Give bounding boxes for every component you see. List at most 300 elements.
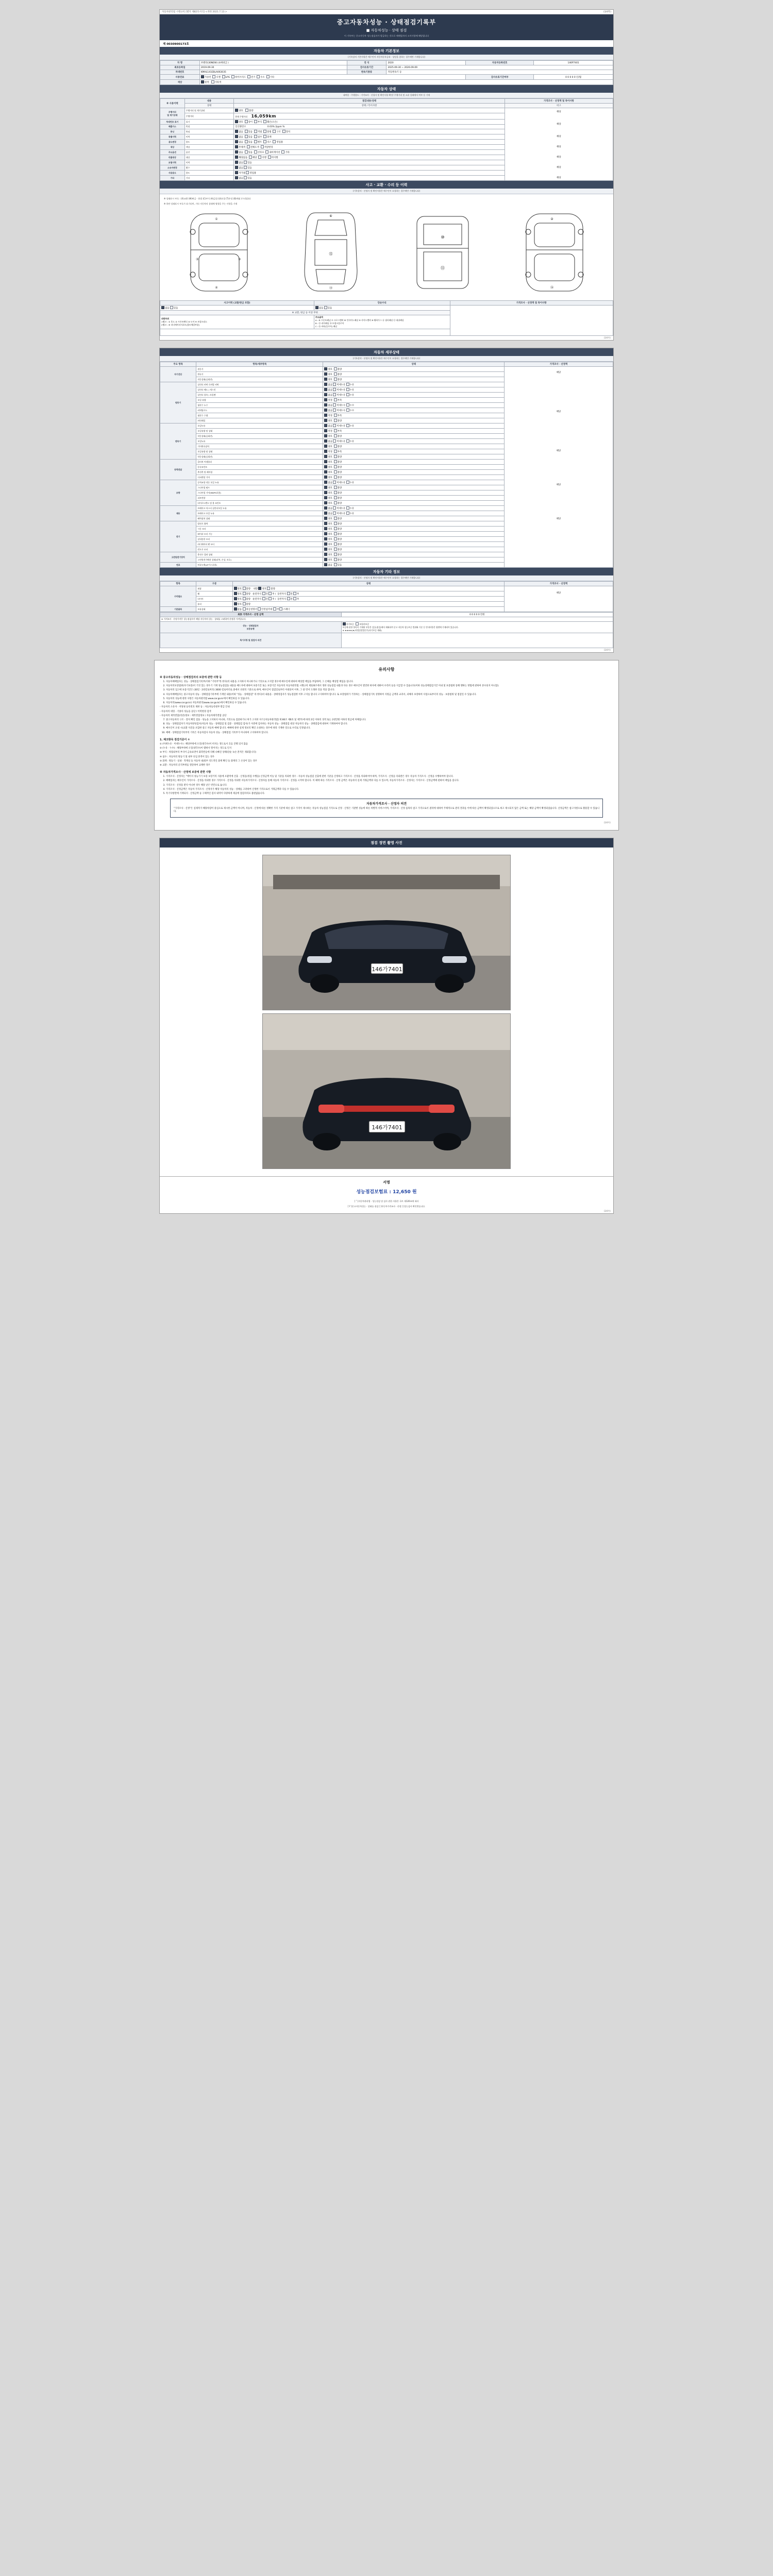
row-label: 추진축 및 베어링 <box>196 470 323 475</box>
checkbox-bad[interactable] <box>334 460 337 463</box>
row-state[interactable]: 적정 부족 <box>323 449 505 454</box>
checkbox-ok[interactable] <box>324 537 327 540</box>
checkbox-owner-yes[interactable] <box>244 166 247 169</box>
svg-text:④: ④ <box>214 286 218 290</box>
checkbox-repair-yes[interactable] <box>324 306 327 309</box>
tuning-opt-4: 구조 <box>276 131 281 133</box>
checkbox-slight[interactable] <box>333 403 336 406</box>
row-label: 원동기 <box>196 367 323 372</box>
row-state[interactable]: 없음 미세누유 누유 <box>323 382 505 387</box>
tire-state[interactable]: 양호 불량 운전자석 전 후 / 동반자석 전 후 <box>232 597 504 602</box>
checkbox-items-jack[interactable] <box>273 607 276 611</box>
detail-col-4: 가격조사 · 산정액 <box>505 362 613 367</box>
recall-opt-1: 해당 <box>253 157 257 159</box>
basic-items-state[interactable]: 없음 취급설명서 안전삼각대 잭 스패너 <box>232 607 504 612</box>
checkbox-none[interactable] <box>324 393 327 396</box>
checkbox-ok[interactable] <box>324 517 327 520</box>
row-state[interactable]: 없음 미세누유 누유 <box>323 506 505 511</box>
checkbox-bad[interactable] <box>334 465 337 468</box>
notes-head-1: ※ 중고자동차성능 · 상태점검자의 보증에 관한 사항 등 <box>160 676 222 679</box>
row-state[interactable]: 없음 있음 <box>323 563 505 568</box>
row-state[interactable]: 없음 미세누수 누수 <box>323 403 505 408</box>
row-state[interactable]: 양호 불량 <box>323 465 505 470</box>
panel-items-rank1: 1랭크 : ① 후드 ② 프론트펜더 ③ 도어 ④ 트렁크리드 <box>161 320 208 323</box>
checkbox-fuel-lpg[interactable] <box>222 75 225 78</box>
row-state[interactable]: 없음 미세누유 누유 <box>323 393 505 398</box>
checkbox-none[interactable] <box>324 512 327 515</box>
checkbox-colorchange-full[interactable] <box>247 145 250 148</box>
car-view-top <box>292 209 369 296</box>
row-state[interactable]: 적정 부족 <box>323 413 505 418</box>
insurance-row[interactable]: 없음 있음 <box>234 160 505 165</box>
section-accident-sub: (기록상의 · 산정자 및 확인사항은 매수인이 요청하는 경우에만 기재합니다) <box>160 189 613 194</box>
wheel-pos-passenger: 동반자석 <box>277 593 287 596</box>
checkbox-fuel-other[interactable] <box>266 75 270 78</box>
checkbox-purpose-private[interactable] <box>235 171 238 174</box>
total-price-table <box>160 612 613 648</box>
inspection-fee: 성능점검보험료 : 12,650 원 <box>356 1189 417 1195</box>
checkbox-bad[interactable] <box>334 398 337 401</box>
checkbox-slight[interactable] <box>333 439 336 443</box>
mileage-checks[interactable] <box>234 108 505 113</box>
checkbox-leak[interactable] <box>346 393 349 396</box>
checkbox-items-manual[interactable] <box>243 607 246 611</box>
svg-text:⑥: ⑥ <box>329 214 332 218</box>
checkbox-glass-ok[interactable] <box>234 602 237 605</box>
row-state[interactable]: 양호 불량 <box>323 454 505 460</box>
row-state[interactable]: 양호 불량 <box>323 542 505 547</box>
checkbox-ok[interactable] <box>324 455 327 458</box>
page-subtitle: ■ 자동차성능 · 상태 점검 <box>366 28 407 32</box>
row-label: 오일유량 및 상태 <box>196 449 323 454</box>
checkbox-ok[interactable] <box>324 414 327 417</box>
fuel-option-3: 하이브리드 <box>235 76 246 79</box>
row-label: 작동상태(공회전) <box>196 377 323 382</box>
detail-price-5: 해당 <box>556 518 561 520</box>
checkbox-slight[interactable] <box>333 409 336 412</box>
checkbox-insurer-guarantee[interactable] <box>356 622 359 625</box>
checkbox-ok[interactable] <box>324 548 327 551</box>
panel-items-a: A : ⑥ 프론트패널 ⑦ 크로스멤버 ⑧ 인사이드패널 ⑨ 사이드멤버 ⑩ 휠하우스 ⑪ 필러패널 ⑫ 대쉬패널 <box>315 319 404 321</box>
special-opt-0: 없음 <box>239 136 243 139</box>
checkbox-leak[interactable] <box>346 439 349 443</box>
repair-needed-label: 수리필요 <box>160 586 196 607</box>
checkbox-tuning-device[interactable] <box>282 130 285 133</box>
checkbox-wheel-rr[interactable] <box>293 592 296 595</box>
row-label: 실린더 헤드 / 개스킷 <box>196 387 323 393</box>
checkbox-ok[interactable] <box>324 476 327 479</box>
checkbox-repair-none[interactable] <box>315 306 318 309</box>
checkbox-self-guarantee[interactable] <box>343 622 346 625</box>
row-state[interactable]: 없음 미세누유 누유 <box>323 511 505 516</box>
checkbox-ok[interactable] <box>324 419 327 422</box>
group-highvoltage: 고전원전기장치 <box>160 552 196 563</box>
checkbox-bad[interactable] <box>334 470 337 473</box>
recall-opt-3: 미이행 <box>271 157 278 159</box>
wheel-state[interactable]: 양호 불량 운전자석 전 후 / 동반자석 전 후 <box>232 591 504 597</box>
checkbox-ok[interactable] <box>324 445 327 448</box>
checkbox-bad[interactable] <box>334 491 337 494</box>
checkbox-bad[interactable] <box>334 522 337 525</box>
row-state[interactable]: 양호 불량 <box>323 444 505 449</box>
owner-change-row[interactable]: 없음 있음 <box>234 165 505 171</box>
checkbox-recall-yes[interactable] <box>249 156 252 159</box>
checkbox-bad[interactable] <box>334 517 337 520</box>
checkbox-bad[interactable] <box>334 532 337 535</box>
notes-list-1c <box>166 719 613 735</box>
row-label: 기어변속장치 <box>196 444 323 449</box>
accident-price-value <box>450 306 613 336</box>
checkbox-bad[interactable] <box>334 429 337 432</box>
checkbox-items-none[interactable] <box>234 607 237 611</box>
checkbox-ok[interactable] <box>324 450 327 453</box>
checkbox-bad[interactable] <box>334 548 337 551</box>
recall-checks[interactable] <box>234 155 505 160</box>
checkbox-none[interactable] <box>324 388 327 391</box>
row-state[interactable]: 양호 불량 <box>323 552 505 557</box>
row-state[interactable]: 적정 부족 <box>323 398 505 403</box>
row-state[interactable]: 양호 불량 <box>323 377 505 382</box>
section-basic-title: 자동차 기본정보 <box>160 47 613 55</box>
checkbox-slight[interactable] <box>333 506 336 510</box>
checkbox-none[interactable] <box>324 403 327 406</box>
guarantee-text2: ※ ★★★★(★)직접설정입인기(자기보증 제외) <box>342 629 382 632</box>
checkbox-usage-yes[interactable] <box>245 140 248 143</box>
checkbox-vin-diff[interactable] <box>245 120 248 123</box>
checkbox-ok[interactable] <box>324 398 327 401</box>
checkbox-ext-bad[interactable] <box>243 587 246 590</box>
other-price-col <box>505 586 613 612</box>
checkbox-accident-yes[interactable] <box>170 306 173 309</box>
row-state[interactable]: 양호 불량 <box>323 434 505 439</box>
checkbox-ok[interactable] <box>324 486 327 489</box>
checkbox-tuning-none[interactable] <box>235 130 238 133</box>
checkbox-leak[interactable] <box>346 409 349 412</box>
checkbox-bad[interactable] <box>334 476 337 479</box>
checkbox-items-safety[interactable] <box>258 607 261 611</box>
checkbox-usage-business[interactable] <box>273 140 276 143</box>
checkbox-leak[interactable] <box>346 403 349 406</box>
row-state[interactable]: 없음 미세누유 누유 <box>323 423 505 429</box>
checkbox-etc-none[interactable] <box>235 176 238 179</box>
row-state[interactable]: 양호 불량 <box>323 418 505 423</box>
checkbox-ok[interactable] <box>324 553 327 556</box>
list-item: 2. 자동차의보상범위(자기보증)이 거짓 있는 경우기 기재 성능점검을 내용을 매도자에 대하여 보증기간 또는 보장기간 자동차의 자동차관리법 시행규칙 제120조에서 정한 성능점검 내용과 다른 경우 매수인이 발견한 하자에 대하여 수리비 등을 지급할 수 있습니다(이하 성능상태점검기간 이내 및 보증범위 통해 행하는 방법에 관하여 준수되지 아니함). <box>166 685 613 688</box>
checkbox-tuning-yes[interactable] <box>245 130 248 133</box>
checkbox-usage-lease[interactable] <box>263 140 266 143</box>
fuel-option-1: 디젤 <box>216 76 221 79</box>
checkbox-option-none[interactable] <box>235 150 238 154</box>
checkbox-option-yes[interactable] <box>245 150 248 154</box>
row-state[interactable]: 양호 불량 <box>323 516 505 521</box>
vin-value: KMHL141EBLA063035 <box>199 70 347 75</box>
checkbox-usage-none[interactable] <box>235 140 238 143</box>
checkbox-usage-rent[interactable] <box>254 140 257 143</box>
row-label: 냉각수 누수 <box>196 403 323 408</box>
checkbox-yes[interactable] <box>334 563 337 566</box>
checkbox-leak[interactable] <box>346 383 349 386</box>
checkbox-accident-none[interactable] <box>161 306 164 309</box>
checkbox-tire-ok[interactable] <box>234 597 237 600</box>
accident-history-checks[interactable]: 없음 있음 <box>160 306 314 311</box>
checkbox-bad[interactable] <box>334 496 337 499</box>
checkbox-tire-fr[interactable] <box>287 597 290 600</box>
usage-change-checks[interactable] <box>234 140 505 145</box>
checkbox-leak[interactable] <box>346 481 349 484</box>
checkbox-ok[interactable] <box>324 522 327 525</box>
panel-items-rank2: 2랭크 : ⑤ 라디에이터서포트(볼트체결부품) <box>161 324 200 326</box>
panel-label-frame: 주요골격 <box>315 316 323 318</box>
checkbox-fuel-gasoline[interactable] <box>201 75 204 78</box>
row-state[interactable]: 양호 불량 <box>323 521 505 527</box>
checkbox-color-plain[interactable] <box>201 80 204 83</box>
checkbox-ok[interactable] <box>324 367 327 370</box>
guarantee-type-label <box>160 622 342 633</box>
checkbox-recall-notdone[interactable] <box>268 156 271 159</box>
price-assessment-value-6: 해당 <box>557 166 561 169</box>
checkbox-wheel-rl[interactable] <box>268 592 272 595</box>
fuel-options[interactable] <box>199 75 465 80</box>
checkbox-ok[interactable] <box>324 429 327 432</box>
document-page <box>0 9 773 1214</box>
checkbox-color-other[interactable] <box>211 80 214 83</box>
checkbox-bad[interactable] <box>334 414 337 417</box>
signature-label: 서명 <box>160 1176 613 1186</box>
row-label: 오일누유 <box>196 439 323 444</box>
section-condition-title: 자동차 상태 <box>160 85 613 93</box>
checkbox-glass-bad[interactable] <box>243 602 246 605</box>
checkbox-ok[interactable] <box>324 491 327 494</box>
section-basic-sub: (기록상의 기본사항은 매수인이 자동차등록증과 · 상담을 참하는 경우에만 기재합니다) <box>160 55 613 60</box>
checkbox-mileage-ok[interactable] <box>235 109 238 112</box>
checkbox-none[interactable] <box>324 481 327 484</box>
checkbox-ok[interactable] <box>324 465 327 468</box>
checkbox-wheel-fr[interactable] <box>287 592 290 595</box>
emission-values <box>234 125 505 129</box>
checkbox-leak[interactable] <box>346 512 349 515</box>
checkbox-option-etc[interactable] <box>281 150 284 154</box>
simple-repair-checks[interactable]: 없음 있음 <box>314 306 450 311</box>
accident-price-label: 가격조사 · 산정액 및 특이사항 <box>450 301 613 306</box>
row-state[interactable]: 양호 불량 <box>323 485 505 490</box>
detail-price-3: 해당 <box>556 450 561 452</box>
checkbox-bad[interactable] <box>334 558 337 561</box>
checkbox-vin-damage[interactable] <box>263 120 266 123</box>
row-state[interactable]: 양호 불량 <box>323 496 505 501</box>
row-state[interactable]: 없음 미세누유 누유 <box>323 387 505 393</box>
checkbox-slight[interactable] <box>333 481 336 484</box>
photos-container <box>160 848 613 1176</box>
checkbox-special-flood[interactable] <box>254 135 257 138</box>
row-state[interactable]: 없음 미세누수 누수 <box>323 408 505 413</box>
list-item: 5. 특기사항란에 기재되지 · 산정금액 등 구체적인 검사 내역이 다양하게 제공에 점검자의료 불편없습니다. <box>166 792 613 795</box>
special-history-checks[interactable] <box>234 134 505 140</box>
checkbox-tire-bad[interactable] <box>243 597 246 600</box>
row-state[interactable]: 양호 불량 <box>323 557 505 563</box>
checkbox-option-sunroof[interactable] <box>254 150 257 154</box>
glass-label: 유리 <box>196 602 232 607</box>
detail-col-3: 상태 <box>323 362 505 367</box>
checkbox-bad[interactable] <box>334 434 337 437</box>
row-state[interactable]: 양호 불량 <box>323 501 505 506</box>
checkbox-tire-rl[interactable] <box>268 597 272 600</box>
svg-text:⑮: ⑮ <box>329 252 332 256</box>
checkbox-etc-yes[interactable] <box>244 176 247 179</box>
row-state[interactable]: 양호 불량 <box>323 460 505 465</box>
checkbox-bad[interactable] <box>334 450 337 453</box>
checkbox-tuning-legal[interactable] <box>254 130 257 133</box>
row-state[interactable] <box>323 367 505 372</box>
fuel-option-4: 전기 <box>251 76 256 79</box>
checkbox-ok[interactable] <box>324 434 327 437</box>
checkbox-recall-none[interactable] <box>235 156 238 159</box>
row-state[interactable]: 양호 불량 <box>323 537 505 542</box>
checkbox-items-spanner[interactable] <box>279 607 282 611</box>
checkbox-bad[interactable] <box>334 553 337 556</box>
etc-row[interactable]: 없음 있음 <box>234 176 505 181</box>
document-title-block <box>160 14 613 40</box>
color-options[interactable] <box>199 80 613 85</box>
exterior-state[interactable]: 양호 불량 내장 양호 불량 <box>232 586 504 591</box>
checkbox-special-yes[interactable] <box>245 135 248 138</box>
checkbox-special-fire[interactable] <box>263 135 266 138</box>
special-note-value[interactable] <box>341 633 613 648</box>
sheet-notices <box>154 660 619 831</box>
checkbox-bad[interactable] <box>334 537 337 540</box>
checkbox-ok[interactable] <box>324 460 327 463</box>
checkbox-bad[interactable] <box>334 372 337 376</box>
checkbox-insurance-yes[interactable] <box>244 161 247 164</box>
checkbox-colorchange-none[interactable] <box>235 145 238 148</box>
guarantee-options[interactable] <box>341 622 613 633</box>
checkbox-none[interactable] <box>324 409 327 412</box>
checkbox-ok[interactable] <box>324 532 327 535</box>
row-state[interactable]: 양호 불량 <box>323 490 505 496</box>
section-accident-title: 사고 · 교환 · 수리 등 이력 <box>160 181 613 189</box>
row-state[interactable]: 양호 불량 <box>323 532 505 537</box>
row-state[interactable]: 양호 불량 <box>323 527 505 532</box>
detail-col-1: 주요 항목 <box>160 362 196 367</box>
panel-items-b: B : ⑬ 리어패널 ⑭ 트렁크플로어 <box>315 322 344 325</box>
row-label: 오일 유량 <box>196 398 323 403</box>
checkbox-int-ok[interactable] <box>258 587 261 590</box>
color-option-0: 원색 <box>204 81 209 84</box>
checkbox-ok[interactable] <box>324 501 327 504</box>
checkbox-wheel-bad[interactable] <box>243 592 246 595</box>
row-state[interactable]: 없음 미세누유 누유 <box>323 480 505 485</box>
svg-text:146가7401: 146가7401 <box>372 1124 402 1131</box>
checkbox-mileage-bad[interactable] <box>245 109 248 112</box>
checkbox-none[interactable] <box>324 563 327 566</box>
checkbox-slight[interactable] <box>333 424 336 427</box>
checkbox-ok[interactable] <box>324 372 327 376</box>
checkbox-bad[interactable] <box>334 527 337 530</box>
use-purpose-row[interactable]: 자가용 영업용 <box>234 171 505 176</box>
checkbox-ok[interactable] <box>324 470 327 473</box>
checkbox-none[interactable] <box>324 506 327 510</box>
condition-table: ※ 사용이력 내용 점검내용/상태 가격조사 · 산정액 및 특이사항 상태 상태 / 특이사항 비고 주행거리 및 계기상태 주행거리 및 계기상태 양호 불량 해당 해당 해당 해당 해당 해당 해당 주행거리 현재 주행거리 16,059km 차대번호 표기 표기 양호 상이 부식 훼손(오손) 배출가스 측정 일산화탄소 0.03% 2ppm % 튜닝 튜닝 없음 있음 적법 불법 구조 장치 특별이력 이력 없음 있음 침수 화재 용도변경 용도 없음 있음 렌트 리스 영업용 색상 색상 무채색 전체도색 색상변경 주요옵션 옵션 없음 있음 선루프 내비게이션 기타 리콜대상 대상 해당없음 해당 이행 미이행 보험이력 이력 없음 있음 소유자변경 횟수 없음 있음 사용용도 용도 자가용 영업용 기타 기타 없음 있음 <box>160 98 613 181</box>
checkbox-tire-fl[interactable] <box>262 597 265 600</box>
checkbox-ok[interactable] <box>324 558 327 561</box>
form-reference: 자동차관리법 시행규칙 [별지 제82호서식] <개정 2021.7.13.> <box>162 11 227 13</box>
option-checks[interactable] <box>234 150 505 155</box>
vin-mark-checks[interactable] <box>234 120 505 125</box>
tuning-checks[interactable] <box>234 129 505 134</box>
checkbox-tuning-structure[interactable] <box>273 130 276 133</box>
checkbox-ok[interactable] <box>324 527 327 530</box>
checkbox-vin-ok[interactable] <box>235 120 238 123</box>
row-state[interactable]: 양호 불량 <box>323 470 505 475</box>
checkbox-none[interactable] <box>324 424 327 427</box>
checkbox-option-navi[interactable] <box>265 150 268 154</box>
checkbox-vin-corrosion[interactable] <box>254 120 257 123</box>
checkbox-colorchange-changed[interactable] <box>261 145 264 148</box>
checkbox-none[interactable] <box>324 439 327 443</box>
checkbox-bad[interactable] <box>334 543 337 546</box>
checkbox-tuning-illegal[interactable] <box>263 130 266 133</box>
checkbox-bad[interactable] <box>334 455 337 458</box>
checkbox-none[interactable] <box>324 383 327 386</box>
checkbox-bad[interactable] <box>334 445 337 448</box>
checkbox-fuel-electric[interactable] <box>247 75 250 78</box>
checkbox-slight[interactable] <box>333 393 336 396</box>
checkbox-purpose-business[interactable] <box>246 171 249 174</box>
checkbox-slight[interactable] <box>333 388 336 391</box>
checkbox-ok[interactable] <box>324 378 327 381</box>
checkbox-leak[interactable] <box>346 424 349 427</box>
checkbox-fuel-diesel[interactable] <box>212 75 215 78</box>
row-label: 오일유량 및 상태 <box>196 429 323 434</box>
checkbox-recall-done[interactable] <box>258 156 261 159</box>
checkbox-slight[interactable] <box>333 512 336 515</box>
row-state[interactable]: 적정 부족 <box>323 429 505 434</box>
glass-state[interactable]: 양호 불량 <box>232 602 504 607</box>
checkbox-bad[interactable] <box>334 378 337 381</box>
total-price-label: 최종 가격조사 · 산정 금액 <box>160 613 342 617</box>
checkbox-fuel-hybrid[interactable] <box>231 75 234 78</box>
checkbox-leak[interactable] <box>346 506 349 510</box>
checkbox-slight[interactable] <box>333 383 336 386</box>
transmission-value: 자동변속기 등 <box>386 70 613 75</box>
checkbox-bad[interactable] <box>334 486 337 489</box>
checkbox-bad[interactable] <box>334 367 337 370</box>
row-state[interactable]: 양호 불량 <box>323 547 505 552</box>
row-state[interactable]: 양호 불량 <box>323 475 505 480</box>
checkbox-ok[interactable] <box>324 496 327 499</box>
row-label: 커넥팅로드 <box>196 408 323 413</box>
checkbox-int-bad[interactable] <box>267 587 270 590</box>
group-self-diagnosis: 자기진단 <box>160 367 196 382</box>
row-state[interactable]: 없음 미세누유 누유 <box>323 439 505 444</box>
row-state[interactable]: 양호 불량 <box>323 372 505 377</box>
checkbox-wheel-ok[interactable] <box>234 592 237 595</box>
checkbox-bad[interactable] <box>334 501 337 504</box>
fuel-option-5: 수소 <box>260 76 265 79</box>
checkbox-bad[interactable] <box>334 419 337 422</box>
checkbox-ext-ok[interactable] <box>234 587 237 590</box>
svg-text:②: ② <box>550 217 553 221</box>
checkbox-fuel-hydrogen[interactable] <box>257 75 260 78</box>
svg-text:⑬: ⑬ <box>329 286 332 290</box>
checkbox-special-none[interactable] <box>235 135 238 138</box>
checkbox-owner-none[interactable] <box>235 166 238 169</box>
checkbox-wheel-fl[interactable] <box>262 592 265 595</box>
checkbox-ok[interactable] <box>324 543 327 546</box>
color-change-checks[interactable] <box>234 145 505 150</box>
checkbox-leak[interactable] <box>346 388 349 391</box>
checkbox-insurance-none[interactable] <box>235 161 238 164</box>
checkbox-tire-rr[interactable] <box>293 597 296 600</box>
